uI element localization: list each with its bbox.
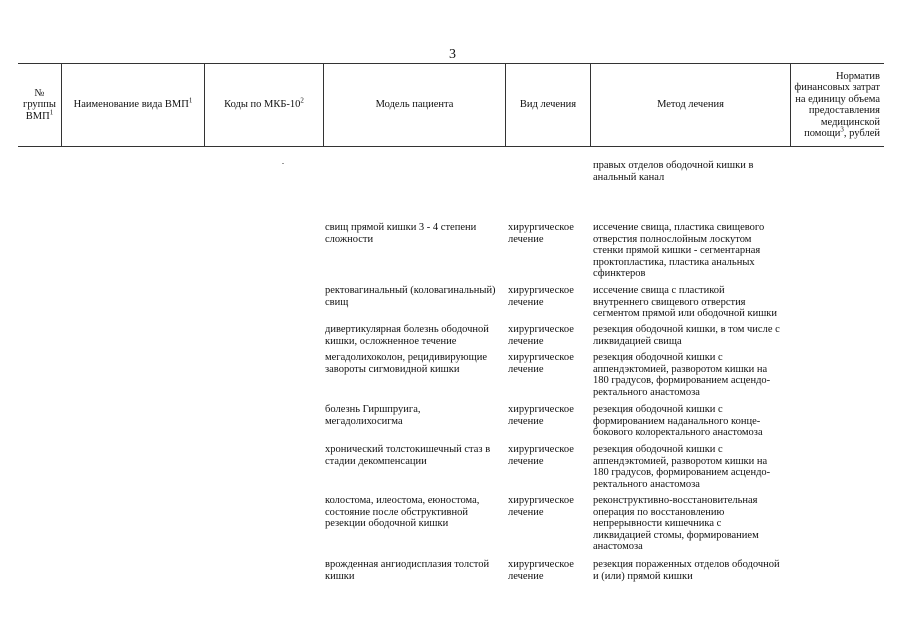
- row-8-type: хирургическое лечение: [508, 559, 574, 582]
- page-number: 3: [449, 47, 456, 62]
- header-patient-model: [324, 64, 505, 146]
- header-cost-norm-suffix: , рублей: [843, 128, 880, 139]
- header-treatment-type: [506, 64, 590, 146]
- header-treatment-method: [591, 64, 790, 146]
- header-cost-norm-text: Норматив финансовых затрат на единицу объема предоставления медицинской помощи: [794, 70, 880, 139]
- row-6-type: хирургическое лечение: [508, 444, 574, 467]
- header-cost-norm: [791, 64, 884, 146]
- row-4-method: резекция ободочной кишки с аппендэктомией, разворотом кишки на 180 градусов, формированием асцендо- ректального анастомоза: [593, 352, 771, 398]
- row-1-model: свищ прямой кишки 3 - 4 степени сложности: [325, 222, 477, 245]
- scan-speck: [282, 163, 284, 164]
- row-6-method: резекция ободочной кишки с аппендэктомией, разворотом кишки на 180 градусов, формированием асцендо- ректального анастомоза: [593, 444, 771, 490]
- header-group-number: [18, 64, 61, 146]
- row-5-method: резекция ободочной кишки с формированием наданального конце- бокового колоректального анастомоза: [593, 404, 763, 438]
- row-2-type: хирургическое лечение: [508, 285, 574, 308]
- row-3-type: хирургическое лечение: [508, 324, 574, 347]
- row-0-method: правых отделов ободочной кишки в анальный канал: [593, 160, 754, 183]
- row-8-model: врожденная ангиодисплазия толстой кишки: [325, 559, 490, 582]
- header-group-number-text: № группы ВМП: [23, 87, 56, 122]
- row-4-model: мегадолихоколон, рецидивирующие завороты сигмовидной кишки: [325, 352, 487, 375]
- row-3-method: резекция ободочной кишки, в том числе с ликвидацией свища: [593, 324, 780, 347]
- header-cost-norm-footnote: 3: [840, 125, 844, 134]
- row-6-model: хронический толстокишечный стаз в стадии декомпенсации: [325, 444, 491, 467]
- row-7-model: колостома, илеостома, еюностома, состояние после обструктивной резекции ободочной кишки: [325, 495, 480, 529]
- header-treatment-type-text: Вид лечения: [519, 99, 577, 111]
- header-treatment-method-text: Метод лечения: [657, 99, 724, 111]
- row-7-method: реконструктивно-восстановительная операция по восстановлению непрерывности кишечника с ликвидацией стомы, формированием анастомоза: [593, 495, 759, 552]
- row-7-type: хирургическое лечение: [508, 495, 574, 518]
- row-4-type: хирургическое лечение: [508, 352, 574, 375]
- row-2-model: ректовагинальный (коловагинальный) свищ: [325, 285, 496, 308]
- row-1-method: иссечение свища, пластика свищевого отверстия полнослойным лоскутом стенки прямой кишки - сегментарная проктопластика, пластика анальных сфинктеров: [593, 222, 765, 279]
- row-2-method: иссечение свища с пластикой внутреннего свищевого отверстия сегментом прямой или ободочной кишки: [593, 285, 778, 319]
- header-vmp-name-text: Наименование вида ВМП: [73, 99, 189, 111]
- row-5-model: болезнь Гиршпруига, мегадолихосигма: [325, 404, 421, 427]
- header-vmp-name: [62, 64, 204, 146]
- row-1-type: хирургическое лечение: [508, 222, 574, 245]
- header-group-number-footnote: 1: [49, 108, 54, 117]
- row-3-model: дивертикулярная болезнь ободочной кишки, осложненное течение: [325, 324, 489, 347]
- row-8-method: резекция пораженных отделов ободочной и (или) прямой кишки: [593, 559, 780, 582]
- header-bottom-rule: [18, 146, 884, 147]
- header-patient-model-text: Модель пациента: [375, 99, 454, 111]
- header-mkb-codes: [205, 64, 323, 146]
- header-mkb-codes-text: Коды по МКБ-10: [224, 99, 301, 111]
- row-5-type: хирургическое лечение: [508, 404, 574, 427]
- header-mkb-codes-footnote: 2: [300, 96, 304, 105]
- header-vmp-name-footnote: 1: [188, 96, 193, 105]
